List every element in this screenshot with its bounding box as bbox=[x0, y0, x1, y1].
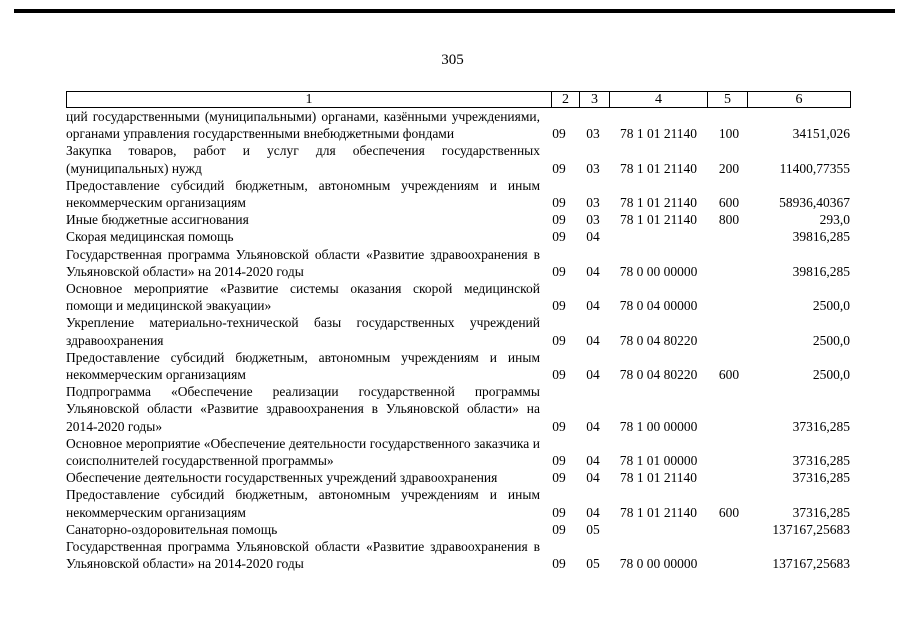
table-row bbox=[66, 435, 850, 469]
column-header-5: 5 bbox=[708, 92, 748, 108]
row-name: Предоставление субсидий бюджетным, автономным учреждениям и иным некоммерческим организациям bbox=[66, 177, 540, 211]
row-expense-type: 600 bbox=[718, 195, 740, 211]
row-name: Основное мероприятие «Обеспечение деятельности государственного заказчика и соисполнителей государственной программы» bbox=[66, 435, 540, 469]
row-name: ций государственными (муниципальными) органами, казёнными учреждениями, органами управления государственными внебюджетными фондами bbox=[66, 109, 540, 142]
row-name: Закупка товаров, работ и услуг для обеспечения государственных (муниципальных) нужд bbox=[66, 143, 540, 176]
table-row bbox=[66, 538, 850, 572]
table-row bbox=[66, 521, 850, 538]
row-section-code: 09 bbox=[552, 521, 566, 537]
row-subsection-code: 04 bbox=[586, 418, 600, 434]
row-target-article: 78 0 04 80220 bbox=[619, 332, 698, 348]
row-section-code: 09 bbox=[552, 263, 566, 279]
row-amount: 2500,0 bbox=[812, 332, 850, 348]
row-amount: 58936,40367 bbox=[779, 195, 850, 211]
table-row bbox=[66, 469, 850, 486]
column-header-6: 6 bbox=[748, 92, 851, 108]
row-subsection-code: 04 bbox=[586, 504, 600, 520]
row-subsection-code: 04 bbox=[586, 332, 600, 348]
row-target-article: 78 0 00 00000 bbox=[619, 556, 698, 572]
budget-rows bbox=[66, 108, 850, 572]
row-section-code: 09 bbox=[552, 229, 566, 245]
row-subsection-code: 04 bbox=[586, 229, 600, 245]
row-subsection-code: 04 bbox=[586, 367, 600, 383]
table-row bbox=[66, 211, 850, 228]
column-header-row bbox=[67, 92, 851, 108]
row-section-code: 09 bbox=[552, 504, 566, 520]
row-target-article: 78 1 01 21140 bbox=[619, 160, 698, 176]
row-amount: 39816,285 bbox=[792, 263, 850, 279]
row-name: Государственная программа Ульяновской области «Развитие здравоохранения в Ульяновской области» на 2014-2020 годы bbox=[66, 246, 540, 279]
table-row bbox=[66, 314, 850, 348]
row-subsection-code: 05 bbox=[586, 556, 600, 572]
table-row bbox=[66, 280, 850, 314]
row-name: Подпрограмма «Обеспечение реализации государственной программы Ульяновской области «Развитие здравоохранения в Ульяновской области» на 2014-2020 годы» bbox=[66, 384, 540, 434]
row-section-code: 09 bbox=[552, 160, 566, 176]
row-amount: 2500,0 bbox=[812, 298, 850, 314]
row-amount: 137167,25683 bbox=[772, 556, 850, 572]
table-row bbox=[66, 108, 850, 142]
page-number: 305 bbox=[441, 52, 464, 68]
table-row bbox=[66, 246, 850, 280]
row-amount: 137167,25683 bbox=[772, 521, 850, 537]
top-border-rule bbox=[14, 9, 895, 13]
row-section-code: 09 bbox=[552, 195, 566, 211]
row-name: Обеспечение деятельности государственных учреждений здравоохранения bbox=[66, 470, 498, 486]
row-subsection-code: 04 bbox=[586, 470, 600, 486]
row-target-article: 78 0 00 00000 bbox=[619, 263, 698, 279]
row-subsection-code: 04 bbox=[586, 298, 600, 314]
row-subsection-code: 03 bbox=[586, 212, 600, 228]
column-header-table bbox=[66, 91, 851, 108]
table-row bbox=[66, 486, 850, 520]
row-target-article: 78 0 04 80220 bbox=[619, 367, 698, 383]
row-amount: 293,0 bbox=[819, 212, 850, 228]
row-section-code: 09 bbox=[552, 126, 566, 142]
row-expense-type: 200 bbox=[718, 160, 740, 176]
column-header-1: 1 bbox=[67, 92, 552, 108]
row-name: Иные бюджетные ассигнования bbox=[66, 212, 249, 228]
row-name: Укрепление материально-технической базы государственных учреждений здравоохранения bbox=[66, 315, 540, 348]
table-row bbox=[66, 142, 850, 176]
row-target-article: 78 1 01 21140 bbox=[619, 504, 698, 520]
row-name: Государственная программа Ульяновской области «Развитие здравоохранения в Ульяновской области» на 2014-2020 годы bbox=[66, 539, 540, 572]
table-row bbox=[66, 349, 850, 383]
row-expense-type: 600 bbox=[718, 504, 740, 520]
row-section-code: 09 bbox=[552, 453, 566, 469]
table-row bbox=[66, 228, 850, 245]
row-section-code: 09 bbox=[552, 418, 566, 434]
row-subsection-code: 03 bbox=[586, 195, 600, 211]
table-row bbox=[66, 383, 850, 435]
row-subsection-code: 05 bbox=[586, 521, 600, 537]
column-header-3: 3 bbox=[580, 92, 610, 108]
row-section-code: 09 bbox=[552, 367, 566, 383]
row-subsection-code: 04 bbox=[586, 453, 600, 469]
row-subsection-code: 03 bbox=[586, 126, 600, 142]
column-header-2: 2 bbox=[552, 92, 580, 108]
row-section-code: 09 bbox=[552, 556, 566, 572]
row-amount: 2500,0 bbox=[812, 367, 850, 383]
table-row bbox=[66, 177, 850, 211]
row-amount: 37316,285 bbox=[792, 470, 850, 486]
row-target-article: 78 1 01 21140 bbox=[619, 212, 698, 228]
row-name: Предоставление субсидий бюджетным, автономным учреждениям и иным некоммерческим организациям bbox=[66, 349, 540, 383]
row-amount: 11400,77355 bbox=[779, 160, 850, 176]
row-amount: 37316,285 bbox=[792, 504, 850, 520]
row-subsection-code: 04 bbox=[586, 263, 600, 279]
row-amount: 34151,026 bbox=[792, 126, 850, 142]
row-amount: 37316,285 bbox=[792, 453, 850, 469]
row-section-code: 09 bbox=[552, 212, 566, 228]
row-subsection-code: 03 bbox=[586, 160, 600, 176]
row-target-article: 78 1 01 21140 bbox=[619, 195, 698, 211]
row-expense-type: 800 bbox=[718, 212, 740, 228]
row-amount: 37316,285 bbox=[792, 418, 850, 434]
row-expense-type: 600 bbox=[718, 367, 740, 383]
row-expense-type: 100 bbox=[718, 126, 740, 142]
row-amount: 39816,285 bbox=[792, 229, 850, 245]
row-name: Скорая медицинская помощь bbox=[66, 229, 234, 245]
row-target-article: 78 1 01 21140 bbox=[619, 470, 698, 486]
row-target-article: 78 1 00 00000 bbox=[619, 418, 698, 434]
row-section-code: 09 bbox=[552, 470, 566, 486]
row-name: Основное мероприятие «Развитие системы оказания скорой медицинской помощи и медицинской эвакуации» bbox=[66, 281, 540, 314]
row-name: Санаторно-оздоровительная помощь bbox=[66, 521, 278, 537]
row-target-article: 78 0 04 00000 bbox=[619, 298, 698, 314]
column-header-4: 4 bbox=[610, 92, 708, 108]
row-section-code: 09 bbox=[552, 298, 566, 314]
row-target-article: 78 1 01 00000 bbox=[619, 453, 698, 469]
row-section-code: 09 bbox=[552, 332, 566, 348]
row-target-article: 78 1 01 21140 bbox=[619, 126, 698, 142]
row-name: Предоставление субсидий бюджетным, автономным учреждениям и иным некоммерческим организациям bbox=[66, 487, 540, 520]
